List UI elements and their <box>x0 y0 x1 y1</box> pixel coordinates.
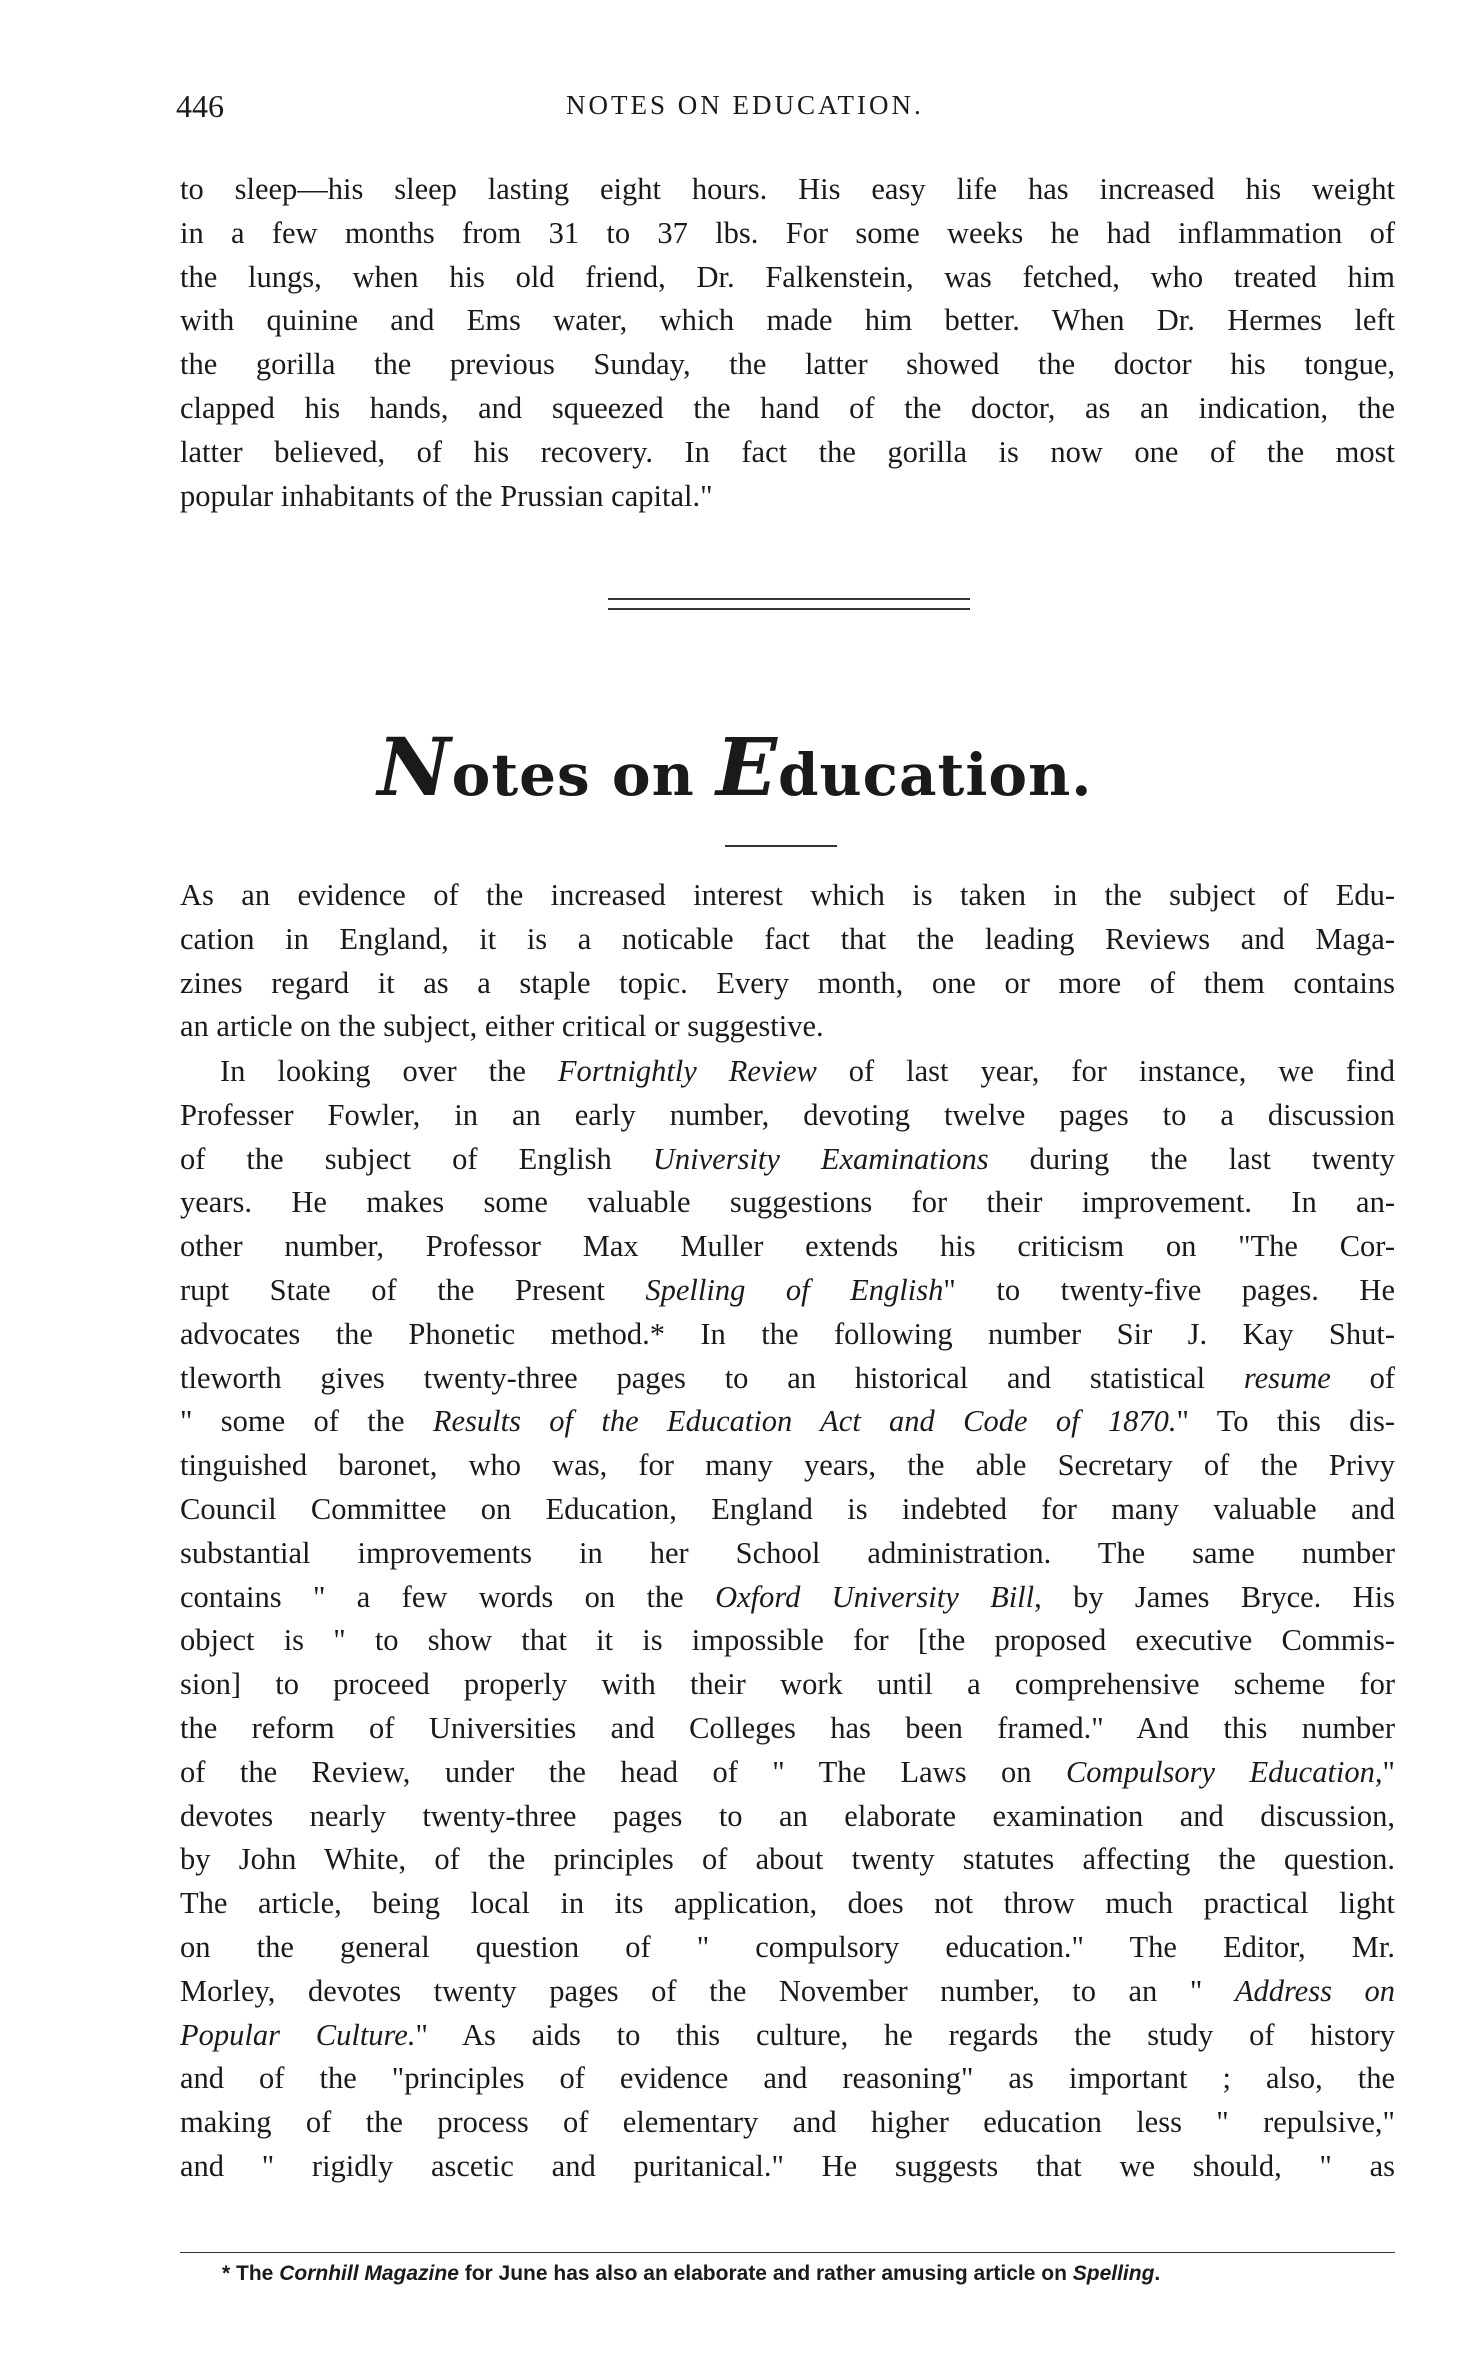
article-title: Address on <box>1234 1973 1395 2008</box>
text-line: and " rigidly ascetic and puritanical." He suggests that we should, " as <box>180 2148 1395 2183</box>
text-line: In looking over the Fortnightly Review of last year, for instance, we find <box>220 1054 1395 1088</box>
text-line: of the Review, under the head of " The Laws on Compulsory Education," <box>180 1754 1395 1789</box>
footnote: * The Cornhill Magazine for June has also an elaborate and rather amusing article on Spelling. <box>222 2262 1161 2285</box>
text-line: object is " to show that it is impossible for [the proposed executive Commis- <box>180 1623 1395 1658</box>
text-line: of the subject of English University Examinations during the last twenty <box>180 1141 1395 1176</box>
page-number: 446 <box>176 88 224 124</box>
text-line: devotes nearly twenty-three pages to an elaborate examination and discussion, <box>180 1798 1395 1833</box>
text-line: As an evidence of the increased interest which is taken in the subject of Edu- <box>180 878 1395 912</box>
text-line: The article, being local in its application, does not throw much practical light <box>180 1886 1395 1921</box>
paragraph-continued <box>180 168 1395 518</box>
text-line: Popular Culture." As aids to this culture, he regards the study of history <box>180 2017 1395 2052</box>
text-line: contains " a few words on the Oxford University Bill, by James Bryce. His <box>180 1579 1395 1614</box>
text-line: making of the process of elementary and higher education less " repulsive," <box>180 2105 1395 2140</box>
footnote-mark: * <box>222 2262 231 2285</box>
article-title: Compulsory Education, <box>1065 1754 1383 1789</box>
text-line: substantial improvements in her School administration. The same number <box>180 1535 1395 1570</box>
title-initial: E <box>715 720 778 814</box>
text-line: to sleep—his sleep lasting eight hours. His easy life has increased his weight <box>180 172 1395 206</box>
running-head <box>176 88 1396 128</box>
text-line: " some of the Results of the Education Act and Code of 1870." To this dis- <box>180 1404 1396 1439</box>
title-underline <box>725 845 837 847</box>
text-line: cation in England, it is a noticable fact that the leading Reviews and Maga- <box>180 921 1395 956</box>
article-title: Results of the Education Act and Code of 1870. <box>432 1404 1177 1439</box>
text-line: advocates the Phonetic method.* In the following number Sir J. Kay Shut- <box>180 1316 1395 1351</box>
text-line: in a few months from 31 to 37 lbs. For some weeks he had inflammation of <box>180 215 1395 250</box>
text-line: on the general question of " compulsory education." The Editor, Mr. <box>180 1929 1395 1964</box>
paragraph-reviews <box>180 1050 1395 2189</box>
section-divider-bottom <box>608 608 970 610</box>
text-line: clapped his hands, and squeezed the hand of the doctor, as an indication, the <box>180 390 1395 425</box>
text-line: the reform of Universities and Colleges has been framed." And this number <box>180 1710 1395 1745</box>
italic-term: resume <box>1243 1360 1331 1395</box>
text-line: rupt State of the Present Spelling of English" to twenty-five pages. He <box>180 1272 1395 1307</box>
running-title: NOTES ON EDUCATION. <box>566 90 924 120</box>
text-line: tinguished baronet, who was, for many years, the able Secretary of the Privy <box>180 1448 1395 1483</box>
title-initial: N <box>377 720 452 814</box>
title-text: otes on <box>451 741 716 809</box>
footnote-rule <box>180 2252 1395 2253</box>
text-line: other number, Professor Max Muller extends his criticism on "The Cor- <box>180 1229 1395 1264</box>
text-line: zines regard it as a staple topic. Every month, one or more of them contains <box>180 965 1395 1000</box>
text-line: with quinine and Ems water, which made him better. When Dr. Hermes left <box>180 303 1395 338</box>
footnote-topic: Spelling <box>1072 2262 1155 2285</box>
text-line: and of the "principles of evidence and reasoning" as important ; also, the <box>180 2061 1395 2096</box>
section-title <box>0 720 1470 814</box>
footnote-journal: Cornhill Magazine <box>279 2262 459 2285</box>
text-line: popular inhabitants of the Prussian capital." <box>180 478 713 513</box>
paragraph-intro <box>180 874 1395 1049</box>
article-title: Oxford University Bill <box>715 1579 1035 1614</box>
text-line: years. He makes some valuable suggestions for their improvement. In an- <box>180 1185 1395 1220</box>
text-line: by John White, of the principles of about twenty statutes affecting the question. <box>180 1842 1395 1877</box>
text-line: the gorilla the previous Sunday, the latter showed the doctor his tongue, <box>180 347 1395 382</box>
text-line: the lungs, when his old friend, Dr. Falkenstein, was fetched, who treated him <box>180 259 1395 294</box>
text-line: Professer Fowler, in an early number, devoting twelve pages to a discussion <box>180 1097 1395 1132</box>
text-line: tleworth gives twenty-three pages to an historical and statistical resume of <box>180 1360 1395 1395</box>
article-title: Spelling of English <box>645 1272 944 1307</box>
text-line: Morley, devotes twenty pages of the November number, to an " Address on <box>180 1973 1395 2008</box>
text-line: sion] to proceed properly with their work until a comprehensive scheme for <box>180 1667 1395 1702</box>
article-title: University Examinations <box>652 1141 989 1176</box>
text-line: latter believed, of his recovery. In fact the gorilla is now one of the most <box>180 434 1395 469</box>
text-line: an article on the subject, either critical or suggestive. <box>180 1009 824 1044</box>
section-divider-top <box>608 598 970 600</box>
text-line: Council Committee on Education, England is indebted for many valuable and <box>180 1491 1395 1526</box>
journal-title: Fortnightly Review <box>557 1054 817 1088</box>
title-text: ducation. <box>777 741 1093 809</box>
article-title: Popular Culture. <box>180 2017 416 2052</box>
